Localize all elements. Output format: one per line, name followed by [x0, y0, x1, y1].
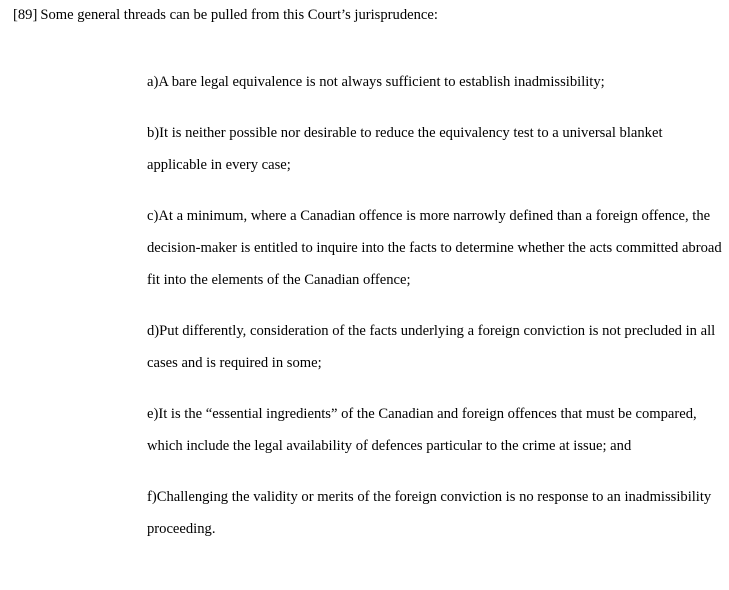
item-text: A bare legal equivalence is not always sufficient to establish inadmissibility; [158, 74, 605, 90]
item-text: It is neither possible nor desirable to reduce the equivalency test to a universal blanket applicable in every case; [147, 125, 663, 173]
item-text: Put differently, consideration of the facts underlying a foreign conviction is not precluded in all cases and is required in some; [147, 323, 716, 371]
item-marker: a) [147, 74, 159, 90]
list-item-b [147, 117, 722, 181]
list-item-e [147, 398, 722, 462]
item-text: At a minimum, where a Canadian offence is more narrowly defined than a foreign offence, the decision-maker is entitled to inquire into the facts to determine whether the acts committed abroad fit into the elements of the Canadian offence; [147, 208, 722, 288]
paragraph-intro-text: Some general threads can be pulled from this Court’s jurisprudence: [40, 7, 438, 23]
list-item-c [147, 200, 722, 296]
item-marker: f) [147, 489, 157, 505]
item-marker: b) [147, 125, 160, 141]
list-item-d [147, 315, 722, 379]
item-marker: e) [147, 406, 159, 422]
item-text: Challenging the validity or merits of the foreign conviction is no response to an inadmissibility proceeding. [147, 489, 712, 537]
paragraph-intro [13, 7, 438, 24]
item-marker: d) [147, 323, 160, 339]
item-marker: c) [147, 208, 159, 224]
list-item-f [147, 481, 722, 545]
list-item-a [147, 66, 722, 98]
item-text: It is the “essential ingredients” of the Canadian and foreign offences that must be compared, which include the legal availability of defences particular to the crime at issue; and [147, 406, 697, 454]
threads-list [147, 66, 722, 564]
paragraph-number: [89] [13, 7, 38, 23]
